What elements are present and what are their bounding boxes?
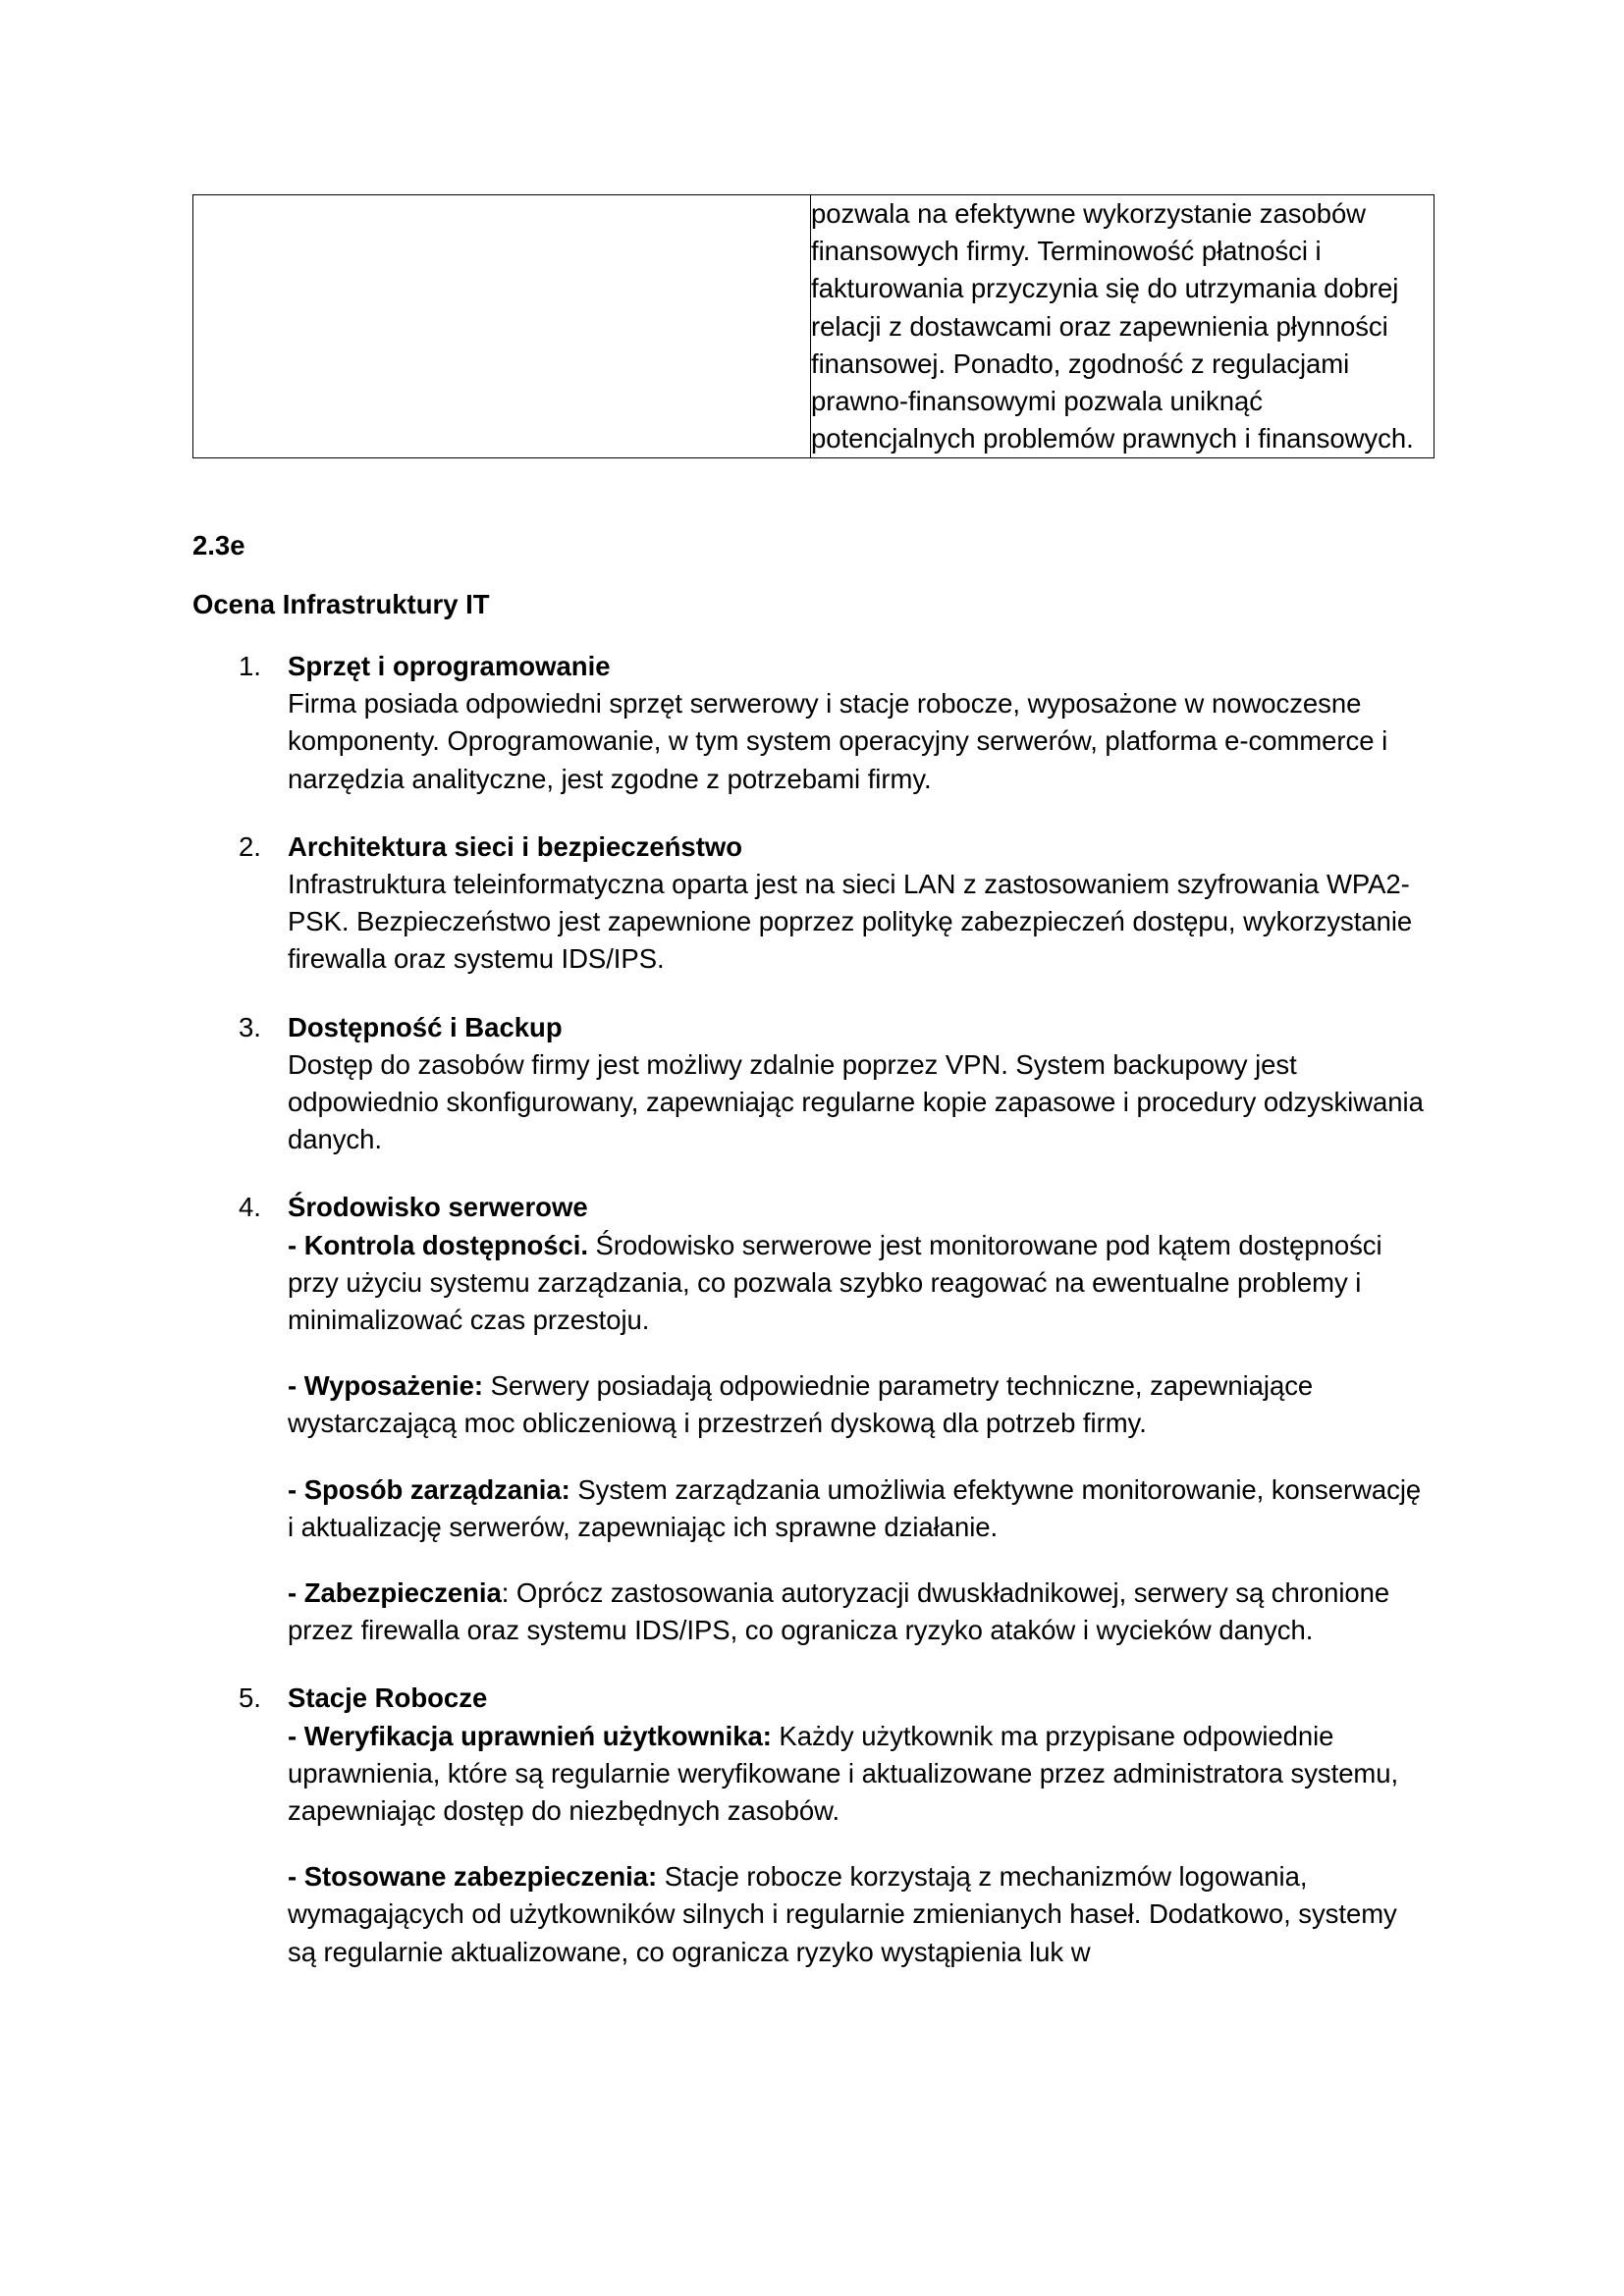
subparagraph-text: Serwery posiadają odpowiednie parametry techniczne, zapewniające wystarczającą moc obliczeniową i przestrzeń dyskową dla potrzeb firmy. — [288, 1370, 1314, 1439]
list-item-marker: 3. — [239, 1011, 261, 1042]
fragment-table — [192, 194, 1435, 458]
table-cell-left — [193, 195, 811, 458]
list-item — [192, 1189, 1432, 1649]
list-item-title: Architektura sieci i bezpieczeństwo — [288, 830, 743, 862]
subparagraph-lead: - Weryfikacja uprawnień użytkownika: — [288, 1720, 772, 1751]
subparagraph-lead: - Wyposażenie: — [288, 1370, 483, 1402]
list-item-body: Firma posiada odpowiedni sprzęt serwerowy i stacje robocze, wyposażone w nowoczesne komponenty. Oprogramowanie, w tym system operacyjny serwerów, platforma e-commerce i narzędzia analityczne, jest zgodne z potrzebami firmy. — [288, 688, 1388, 794]
subparagraph-lead: - Stosowane zabezpieczenia: — [288, 1861, 658, 1893]
list-item-subparagraph — [288, 1858, 1432, 1971]
subparagraph-text: Środowisko serwerowe jest monitorowane pod kątem dostępności przy użyciu systemu zarządzania, co pozwala szybko reagować na ewentualne problemy i minimalizować czas przestoju. — [288, 1229, 1382, 1336]
assessment-list — [192, 648, 1432, 1971]
list-item-subparagraph — [288, 1227, 1432, 1340]
list-item-subparagraph — [288, 1471, 1432, 1546]
subparagraph-text: : Oprócz zastosowania autoryzacji dwuskładnikowej, serwery są chronione przez firewalla oraz systemu IDS/IPS, co ogranicza ryzyko ataków i wycieków danych. — [288, 1577, 1390, 1646]
subparagraph-text: Stacje robocze korzystają z mechanizmów logowania, wymagających od użytkowników silnych i regularnie zmienianych haseł. Dodatkowo, systemy są regularnie aktualizowane, co ogranicza ryzyko wystąpienia luk w — [288, 1861, 1397, 1967]
list-item-marker: 1. — [239, 651, 261, 681]
table-fragment — [192, 194, 1432, 458]
list-item-title: Stacje Robocze — [288, 1682, 488, 1714]
list-item-subparagraph — [288, 1367, 1432, 1442]
table-row — [193, 195, 1435, 458]
list-item-subparagraph — [288, 1718, 1432, 1831]
list-item-body: Infrastruktura teleinformatyczna oparta jest na sieci LAN z zastosowaniem szyfrowania WPA2-PSK. Bezpieczeństwo jest zapewnione poprzez politykę zabezpieczeń dostępu, wykorzystanie firewalla oraz systemu IDS/IPS. — [288, 869, 1413, 975]
list-item-marker: 2. — [239, 830, 261, 862]
list-item-body: Dostęp do zasobów firmy jest możliwy zdalnie poprzez VPN. System backupowy jest odpowiednio skonfigurowany, zapewniając regularne kopie zapasowe i procedury odzyskiwania danych. — [288, 1048, 1424, 1155]
list-item-title: Sprzęt i oprogramowanie — [288, 651, 611, 681]
list-item — [192, 1009, 1432, 1159]
subparagraph-text: Każdy użytkownik ma przypisane odpowiednie uprawnienia, które są regularnie weryfikowane i aktualizowane przez administratora systemu, zapewniając dostęp do niezbędnych zasobów. — [288, 1720, 1399, 1827]
table-cell-right-text: pozwala na efektywne wykorzystanie zasobów finansowych firmy. Terminowość płatności i fakturowania przyczynia się do utrzymania dobrej relacji z dostawcami oraz zapewnienia płynności finansowej. Ponadto, zgodność z regulacjami prawno-finansowymi pozwala uniknąć potencjalnych problemów prawnych i finansowych. — [811, 198, 1414, 454]
list-item-subparagraph — [288, 1575, 1432, 1649]
list-item-marker: 4. — [239, 1192, 261, 1223]
subparagraph-lead: - Kontrola dostępności. — [288, 1229, 588, 1260]
subparagraph-lead: - Sposób zarządzania: — [288, 1473, 570, 1505]
subparagraph-lead: - Zabezpieczenia — [288, 1577, 502, 1609]
list-item — [192, 828, 1432, 979]
list-item-marker: 5. — [239, 1682, 261, 1714]
table-cell-right — [811, 195, 1435, 458]
subparagraph-text: System zarządzania umożliwia efektywne monitorowanie, konserwację i aktualizację serwerów, zapewniając ich sprawne działanie. — [288, 1473, 1422, 1542]
section-number: 2.3e — [192, 530, 245, 561]
section-title: Ocena Infrastruktury IT — [192, 589, 490, 619]
list-item — [192, 648, 1432, 798]
list-item-title: Dostępność i Backup — [288, 1011, 563, 1042]
list-item-title: Środowisko serwerowe — [288, 1192, 588, 1223]
list-item — [192, 1680, 1432, 1970]
